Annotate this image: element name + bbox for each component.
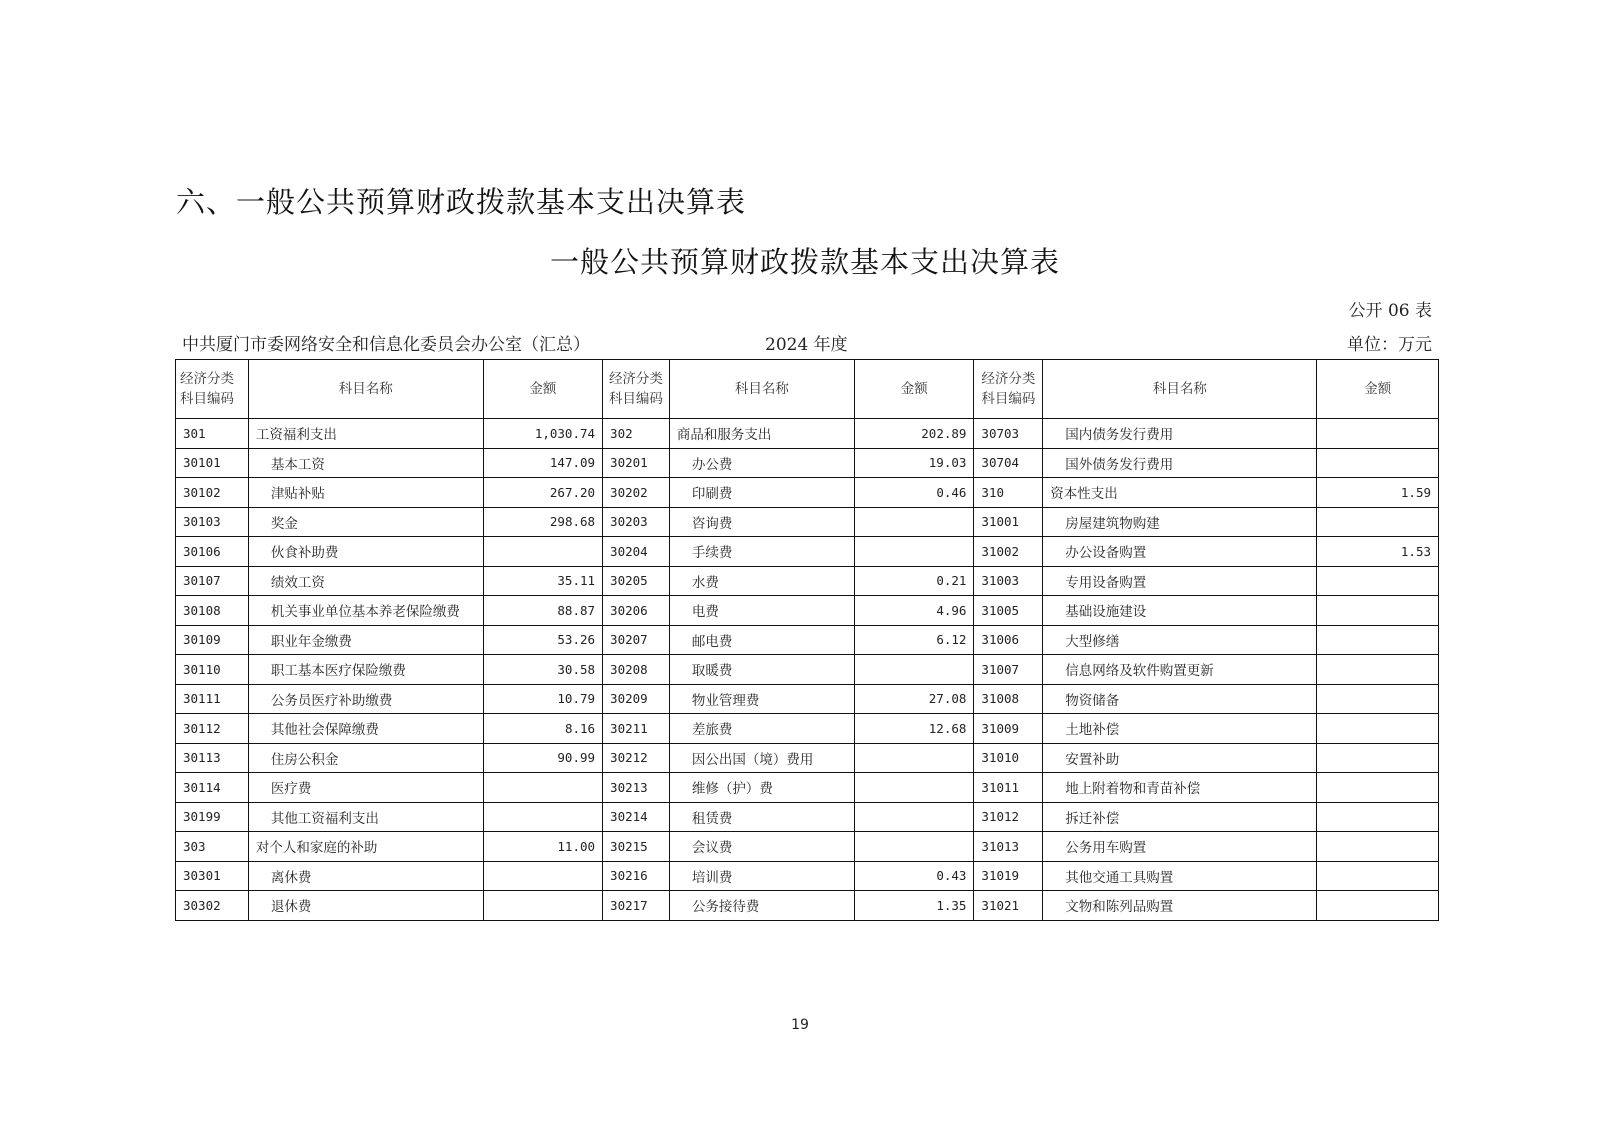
cell-amount-2: 12.68	[855, 714, 974, 744]
cell-name-3: 拆迁补偿	[1043, 802, 1317, 832]
cell-code-3: 31011	[974, 773, 1043, 803]
cell-code-3: 31009	[974, 714, 1043, 744]
table-title: 一般公共预算财政拨款基本支出决算表	[550, 245, 1061, 279]
table-row	[176, 655, 1439, 685]
cell-name-1: 对个人和家庭的补助	[248, 832, 483, 862]
cell-code-2: 30215	[603, 832, 670, 862]
cell-amount-3	[1317, 891, 1439, 921]
cell-name-3: 大型修缮	[1043, 625, 1317, 655]
cell-code-2: 30211	[603, 714, 670, 744]
table-row	[176, 478, 1439, 508]
cell-name-1: 医疗费	[248, 773, 483, 803]
cell-code-2: 30216	[603, 861, 670, 891]
cell-name-2: 办公费	[669, 448, 854, 478]
cell-amount-3: 1.59	[1317, 478, 1439, 508]
cell-name-3: 信息网络及软件购置更新	[1043, 655, 1317, 685]
header-amount-1: 金额	[483, 360, 602, 419]
cell-name-3: 安置补助	[1043, 743, 1317, 773]
cell-name-1: 住房公积金	[248, 743, 483, 773]
table-row	[176, 566, 1439, 596]
cell-amount-3	[1317, 861, 1439, 891]
cell-code-3: 31010	[974, 743, 1043, 773]
cell-code-3: 31003	[974, 566, 1043, 596]
table-row	[176, 507, 1439, 537]
cell-name-1: 离休费	[248, 861, 483, 891]
header-name-1: 科目名称	[248, 360, 483, 419]
cell-name-1: 其他社会保障缴费	[248, 714, 483, 744]
cell-code-2: 30209	[603, 684, 670, 714]
cell-name-2: 取暖费	[669, 655, 854, 685]
cell-amount-1: 8.16	[483, 714, 602, 744]
table-row	[176, 832, 1439, 862]
cell-amount-2	[855, 743, 974, 773]
cell-code-3: 31008	[974, 684, 1043, 714]
cell-name-2: 咨询费	[669, 507, 854, 537]
cell-code-1: 30302	[176, 891, 249, 921]
cell-amount-3	[1317, 655, 1439, 685]
cell-name-1: 机关事业单位基本养老保险缴费	[248, 596, 483, 626]
cell-code-1: 301	[176, 419, 249, 449]
cell-amount-3	[1317, 596, 1439, 626]
cell-code-3: 31012	[974, 802, 1043, 832]
cell-name-2: 公务接待费	[669, 891, 854, 921]
cell-name-2: 邮电费	[669, 625, 854, 655]
cell-code-1: 30114	[176, 773, 249, 803]
cell-name-3: 基础设施建设	[1043, 596, 1317, 626]
cell-amount-3	[1317, 773, 1439, 803]
cell-amount-1	[483, 802, 602, 832]
cell-code-1: 30101	[176, 448, 249, 478]
cell-name-1: 基本工资	[248, 448, 483, 478]
cell-amount-2: 4.96	[855, 596, 974, 626]
fiscal-year: 2024 年度	[765, 335, 848, 355]
cell-code-1: 303	[176, 832, 249, 862]
cell-amount-1: 1,030.74	[483, 419, 602, 449]
cell-name-3: 地上附着物和青苗补偿	[1043, 773, 1317, 803]
cell-code-1: 30102	[176, 478, 249, 508]
cell-amount-2: 6.12	[855, 625, 974, 655]
cell-amount-3	[1317, 566, 1439, 596]
cell-amount-3	[1317, 625, 1439, 655]
cell-amount-2	[855, 832, 974, 862]
cell-name-2: 电费	[669, 596, 854, 626]
cell-code-3: 31001	[974, 507, 1043, 537]
cell-code-2: 30203	[603, 507, 670, 537]
cell-code-2: 30217	[603, 891, 670, 921]
cell-name-3: 房屋建筑物购建	[1043, 507, 1317, 537]
cell-code-1: 30112	[176, 714, 249, 744]
cell-code-2: 30213	[603, 773, 670, 803]
cell-name-2: 水费	[669, 566, 854, 596]
cell-name-1: 职工基本医疗保险缴费	[248, 655, 483, 685]
cell-amount-1: 88.87	[483, 596, 602, 626]
cell-code-1: 30199	[176, 802, 249, 832]
unit-label: 单位：万元	[1347, 335, 1432, 355]
cell-name-2: 物业管理费	[669, 684, 854, 714]
cell-name-2: 差旅费	[669, 714, 854, 744]
cell-amount-2	[855, 655, 974, 685]
cell-code-2: 30207	[603, 625, 670, 655]
cell-code-3: 30704	[974, 448, 1043, 478]
cell-code-3: 31006	[974, 625, 1043, 655]
table-row	[176, 596, 1439, 626]
table-header-row	[176, 360, 1439, 419]
table-row	[176, 743, 1439, 773]
cell-code-2: 30214	[603, 802, 670, 832]
cell-amount-1: 90.99	[483, 743, 602, 773]
table-row	[176, 714, 1439, 744]
cell-code-1: 30103	[176, 507, 249, 537]
cell-amount-2: 27.08	[855, 684, 974, 714]
cell-amount-2	[855, 507, 974, 537]
cell-code-3: 310	[974, 478, 1043, 508]
cell-amount-2: 0.46	[855, 478, 974, 508]
table-row	[176, 891, 1439, 921]
header-code-1: 经济分类科目编码	[176, 360, 249, 419]
cell-amount-3	[1317, 684, 1439, 714]
cell-name-2: 手续费	[669, 537, 854, 567]
table-row	[176, 802, 1439, 832]
cell-code-2: 30205	[603, 566, 670, 596]
cell-amount-2: 19.03	[855, 448, 974, 478]
cell-name-2: 维修（护）费	[669, 773, 854, 803]
cell-name-1: 奖金	[248, 507, 483, 537]
page-number: 19	[791, 1017, 809, 1033]
cell-code-3: 31021	[974, 891, 1043, 921]
cell-name-2: 会议费	[669, 832, 854, 862]
cell-code-3: 31005	[974, 596, 1043, 626]
section-title: 六、一般公共预算财政拨款基本支出决算表	[176, 185, 747, 219]
cell-name-3: 国外债务发行费用	[1043, 448, 1317, 478]
cell-amount-2: 1.35	[855, 891, 974, 921]
table-row	[176, 625, 1439, 655]
cell-code-2: 30206	[603, 596, 670, 626]
cell-name-3: 土地补偿	[1043, 714, 1317, 744]
cell-amount-1	[483, 861, 602, 891]
cell-amount-1: 147.09	[483, 448, 602, 478]
cell-amount-3	[1317, 743, 1439, 773]
header-code-3: 经济分类科目编码	[974, 360, 1043, 419]
header-amount-2: 金额	[855, 360, 974, 419]
cell-amount-1: 298.68	[483, 507, 602, 537]
header-name-2: 科目名称	[669, 360, 854, 419]
cell-name-3: 公务用车购置	[1043, 832, 1317, 862]
cell-name-2: 因公出国（境）费用	[669, 743, 854, 773]
cell-amount-3	[1317, 802, 1439, 832]
cell-amount-3	[1317, 832, 1439, 862]
cell-code-1: 30113	[176, 743, 249, 773]
cell-amount-3	[1317, 419, 1439, 449]
cell-name-1: 伙食补助费	[248, 537, 483, 567]
cell-name-1: 公务员医疗补助缴费	[248, 684, 483, 714]
cell-name-3: 文物和陈列品购置	[1043, 891, 1317, 921]
header-amount-3: 金额	[1317, 360, 1439, 419]
cell-amount-1: 30.58	[483, 655, 602, 685]
cell-code-2: 30201	[603, 448, 670, 478]
cell-amount-1	[483, 891, 602, 921]
cell-amount-1: 267.20	[483, 478, 602, 508]
cell-code-1: 30110	[176, 655, 249, 685]
cell-amount-1	[483, 537, 602, 567]
cell-code-1: 30111	[176, 684, 249, 714]
cell-name-3: 资本性支出	[1043, 478, 1317, 508]
organization-name: 中共厦门市委网络安全和信息化委员会办公室（汇总）	[182, 335, 590, 355]
cell-amount-1: 35.11	[483, 566, 602, 596]
cell-name-1: 绩效工资	[248, 566, 483, 596]
cell-amount-2	[855, 802, 974, 832]
table-row	[176, 448, 1439, 478]
cell-amount-3	[1317, 507, 1439, 537]
cell-code-3: 31007	[974, 655, 1043, 685]
cell-name-1: 其他工资福利支出	[248, 802, 483, 832]
cell-code-2: 30204	[603, 537, 670, 567]
cell-amount-2: 0.21	[855, 566, 974, 596]
header-name-3: 科目名称	[1043, 360, 1317, 419]
header-code-2: 经济分类科目编码	[603, 360, 670, 419]
cell-amount-1: 10.79	[483, 684, 602, 714]
cell-code-1: 30107	[176, 566, 249, 596]
cell-name-1: 工资福利支出	[248, 419, 483, 449]
table-row	[176, 419, 1439, 449]
table-row	[176, 773, 1439, 803]
cell-amount-1	[483, 773, 602, 803]
cell-code-1: 30106	[176, 537, 249, 567]
cell-amount-3: 1.53	[1317, 537, 1439, 567]
cell-amount-2	[855, 537, 974, 567]
cell-amount-3	[1317, 448, 1439, 478]
cell-code-1: 30109	[176, 625, 249, 655]
cell-code-1: 30108	[176, 596, 249, 626]
cell-code-3: 31019	[974, 861, 1043, 891]
cell-code-3: 31013	[974, 832, 1043, 862]
budget-table	[175, 359, 1439, 921]
cell-name-3: 国内债务发行费用	[1043, 419, 1317, 449]
cell-name-1: 退休费	[248, 891, 483, 921]
cell-name-3: 其他交通工具购置	[1043, 861, 1317, 891]
table-row	[176, 537, 1439, 567]
cell-code-2: 30202	[603, 478, 670, 508]
cell-code-2: 30208	[603, 655, 670, 685]
cell-name-2: 商品和服务支出	[669, 419, 854, 449]
table-row	[176, 684, 1439, 714]
cell-name-2: 培训费	[669, 861, 854, 891]
cell-name-1: 职业年金缴费	[248, 625, 483, 655]
cell-name-2: 印刷费	[669, 478, 854, 508]
cell-amount-2	[855, 773, 974, 803]
cell-name-2: 租赁费	[669, 802, 854, 832]
form-number: 公开 06 表	[1348, 301, 1432, 321]
cell-code-3: 31002	[974, 537, 1043, 567]
cell-amount-3	[1317, 714, 1439, 744]
cell-name-3: 专用设备购置	[1043, 566, 1317, 596]
cell-amount-2: 0.43	[855, 861, 974, 891]
cell-code-2: 302	[603, 419, 670, 449]
cell-code-2: 30212	[603, 743, 670, 773]
cell-amount-1: 53.26	[483, 625, 602, 655]
cell-code-3: 30703	[974, 419, 1043, 449]
cell-name-3: 办公设备购置	[1043, 537, 1317, 567]
cell-amount-1: 11.00	[483, 832, 602, 862]
cell-name-1: 津贴补贴	[248, 478, 483, 508]
cell-code-1: 30301	[176, 861, 249, 891]
cell-name-3: 物资储备	[1043, 684, 1317, 714]
table-row	[176, 861, 1439, 891]
cell-amount-2: 202.89	[855, 419, 974, 449]
